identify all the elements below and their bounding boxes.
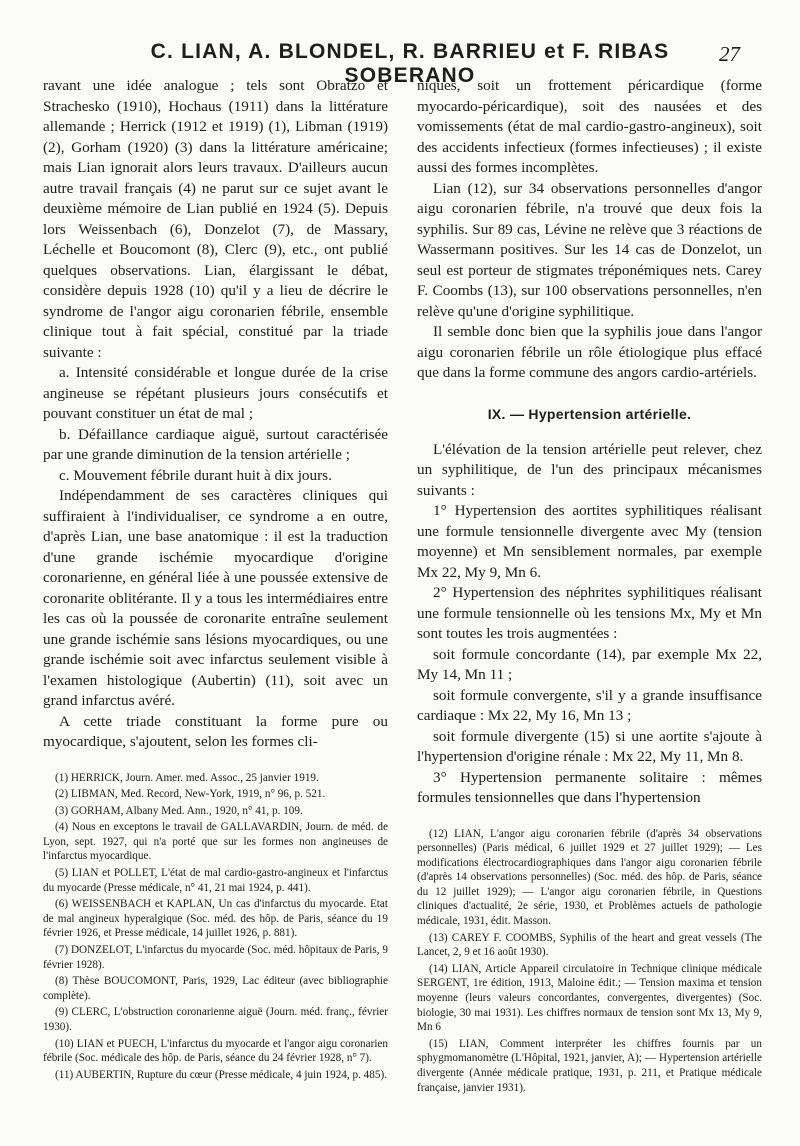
footnote: (13) CAREY F. COOMBS, Syphilis of the heart and great vessels (The Lancet, 2, 9 et 16 août 1930). xyxy=(417,931,762,959)
footnote: (2) LIBMAN, Med. Record, New-York, 1919, n° 96, p. 521. xyxy=(55,788,326,801)
right-column xyxy=(417,76,762,1097)
paragraph-point-3: 3° Hypertension permanente solitaire : mêmes formules tensionnelles que dans l'hypertension xyxy=(417,768,762,806)
footnote: (4) Nous en exceptons le travail de GALLAVARDIN, Journ. de méd. de Lyon, sept. 1927, qui n'a porté que sur les formes non angineuses de l'infarctus myocardique. xyxy=(43,821,388,863)
footnote: (3) GORHAM, Albany Med. Ann., 1920, n° 41, p. 109. xyxy=(55,804,303,817)
left-body-text xyxy=(43,76,388,753)
paragraph: Lian (12), sur 34 observations personnelles d'angor aigu coronarien fébrile, n'a trouvé que deux fois la syphilis. Sur 89 cas, Lévine ne relève que 3 réactions de Wassermann positives. Sur les 14 cas de Donzelot, un seul est porteur de stigmates tréponémiques nets. Carey F. Coombs (13), sur 100 observations personnelles, n'en relève qu'une d'origine syphilitique. xyxy=(417,179,762,320)
footnote: (9) CLERC, L'obstruction coronarienne aiguë (Journ. méd. franç., février 1930). xyxy=(43,1006,388,1033)
footnote: (8) Thèse BOUCOMONT, Paris, 1929, Lac éditeur (avec bibliographie complète). xyxy=(43,975,388,1002)
footnote: (10) LIAN et PUECH, L'infarctus du myocarde et l'angor aigu coronarien fébrile (Soc. médicale des hôp. de Paris, séance du 24 février 1928, n° 7). xyxy=(43,1037,388,1065)
footnote: (5) LIAN et POLLET, L'état de mal cardio-gastro-angineux et l'infarctus du myocarde (Presse médicale, n° 41, 21 mai 1924, p. 441). xyxy=(43,867,388,894)
paragraph: Il semble donc bien que la syphilis joue dans l'angor aigu coronarien fébrile un rôle étiologique plus effacé que dans la forme commune des angors cardio-artériels. xyxy=(417,323,762,381)
paragraph: Indépendamment de ses caractères cliniques qui suffiraient à l'individualiser, ce syndrome a en outre, d'après Lian, une base anatomique : il est la traduction d'une grande ischémie myocardique d'origine coronarienne, en général liée à une poussée extensive de coronarite oblitérante. Il y a tous les intermédiaires entre les cas où la poussée de coronarite entraîne seulement une grande ischémie sans lésions myocardiques, ou une grande ischémie soit avec infarctus seulement visible à l'examen histologique (Aubertin) (11), soit avec un grand infarctus avéré. xyxy=(43,487,388,709)
left-column xyxy=(43,76,388,1084)
paragraph-point-2: 2° Hypertension des néphrites syphilitiques réalisant une formule tensionnelle où les tensions Mx, My et Mn sont toutes les trois augmentées : xyxy=(417,584,762,642)
paragraph-formula: soit formule concordante (14), par exemple Mx 22, My 14, Mn 11 ; xyxy=(417,645,762,683)
right-body-text xyxy=(417,76,762,384)
footnote: (12) LIAN, L'angor aigu coronarien fébrile (d'après 34 observations personnelles) (Paris médical, 6 juillet 1929 et 27 juillet 1929); — Les modifications électrocardiographiques dans l'angor aigu coronarien fébrile (d'après 14 observations personnelles) (Soc. méd. des hôp. de Paris, séance du 12 juillet 1929); — L'angor aigu coronarien fébrile, in Questions cliniques d'actualité, 2e série, 1930, et Problèmes actuels de pathologie médicale, 1931, édit. Masson. xyxy=(417,827,762,928)
paragraph-formula: soit formule divergente (15) si une aortite s'ajoute à l'hypertension d'origine rénale : Mx 22, My 11, Mn 8. xyxy=(417,727,762,765)
paragraph-formula: soit formule convergente, s'il y a grande insuffisance cardiaque : Mx 22, My 16, Mn 13 ; xyxy=(417,686,762,724)
footnote: (11) AUBERTIN, Rupture du cœur (Presse médicale, 4 juin 1924, p. 485). xyxy=(55,1068,387,1081)
right-footnotes xyxy=(417,827,762,1096)
footnote: (7) DONZELOT, L'infarctus du myocarde (Soc. méd. hôpitaux de Paris, 9 février 1928). xyxy=(43,944,388,971)
footnote: (6) WEISSENBACH et KAPLAN, Un cas d'infarctus du myocarde. Etat de mal angineux hyperalgique (Soc. méd. des hôp. de Paris, séance du 19 février 1926, et Presse médicale, 14 juillet 1926, p. 881). xyxy=(43,898,388,940)
paragraph: A cette triade constituant la forme pure ou myocardique, s'ajoutent, selon les formes cli- xyxy=(43,712,388,750)
paragraph-item-b: b. Défaillance cardiaque aiguë, surtout caractérisée par une grande diminution de la tension artérielle ; xyxy=(43,425,388,463)
footnote: (14) LIAN, Article Appareil circulatoire in Technique clinique médicale SERGENT, 1re édition, 1913, Maloine édit.; — Tension maxima et tension moyenne (leurs valeurs concordantes, convergentes, divergentes) (Soc. biologie, 30 mai 1931). Les chiffres normaux de tension sont Mx 13, My 9, Mn 6 xyxy=(417,962,762,1034)
paragraph-point-1: 1° Hypertension des aortites syphilitiques réalisant une formule tensionnelle divergente avec My (tension moyenne) et Mn sensiblement normales, par exemple Mx 22, My 9, Mn 6. xyxy=(417,502,762,581)
right-body-text-section xyxy=(417,440,762,809)
paragraph-item-a: a. Intensité considérable et longue durée de la crise angineuse se répétant plusieurs jours consécutifs et pouvant constituer un état de mal ; xyxy=(43,364,388,422)
paragraph: L'élévation de la tension artérielle peut relever, chez un syphilitique, de l'un des principaux mécanismes suivants : xyxy=(417,440,762,499)
footnote: (1) HERRICK, Journ. Amer. med. Assoc., 25 janvier 1919. xyxy=(55,771,319,784)
section-heading: IX. — Hypertension artérielle. xyxy=(487,405,692,422)
page-number: 27 xyxy=(719,42,740,66)
running-title: C. LIAN, A. BLONDEL, R. BARRIEU et F. RIBAS SOBERANO xyxy=(150,40,670,87)
paragraph: niques, soit un frottement péricardique (forme myocardo-péricardique), soit des nausées et des vomissements (état de mal cardio-gastro-angineux), soit des accidents infectieux (formes infectieuses) ; il existe aussi des formes incomplètes. xyxy=(417,77,762,176)
paragraph: ravant une idée analogue ; tels sont Obratzo et Strachesko (1910), Hochaus (1911) dans la littérature allemande ; Herrick (1912 et 1919) (1), Libman (1919) (2), Gorham (1920) (3) dans la littérature américaine; mais Lian ignorait alors leurs travaux. D'ailleurs aucun autre travail français (4) ne parut sur ce sujet avant le deuxième mémoire de Lian publié en 1924 (5). Depuis lors Weissenbach (6), Donzelot (7), de Massary, Léchelle et Boucomont (8), Clerc (9), etc., ont publié quelques observations. Lian, élargissant le débat, considère depuis 1928 (10) qu'il y a lieu de décrire le syndrome de l'angor aigu coronarien fébrile, ensemble clinique tout à fait spécial, constitué par la triade suivante : xyxy=(43,77,388,361)
paragraph-item-c: c. Mouvement fébrile durant huit à dix jours. xyxy=(59,466,332,484)
footnote: (15) LIAN, Comment interpréter les chiffres fournis par un sphygmomanomètre (L'Hôpital, 1921, janvier, A); — Hypertension artérielle divergente (Année médicale pratique, 1931, p. 211, et Pratique médicale française, janvier 1931). xyxy=(417,1037,762,1094)
left-footnotes xyxy=(43,771,388,1083)
